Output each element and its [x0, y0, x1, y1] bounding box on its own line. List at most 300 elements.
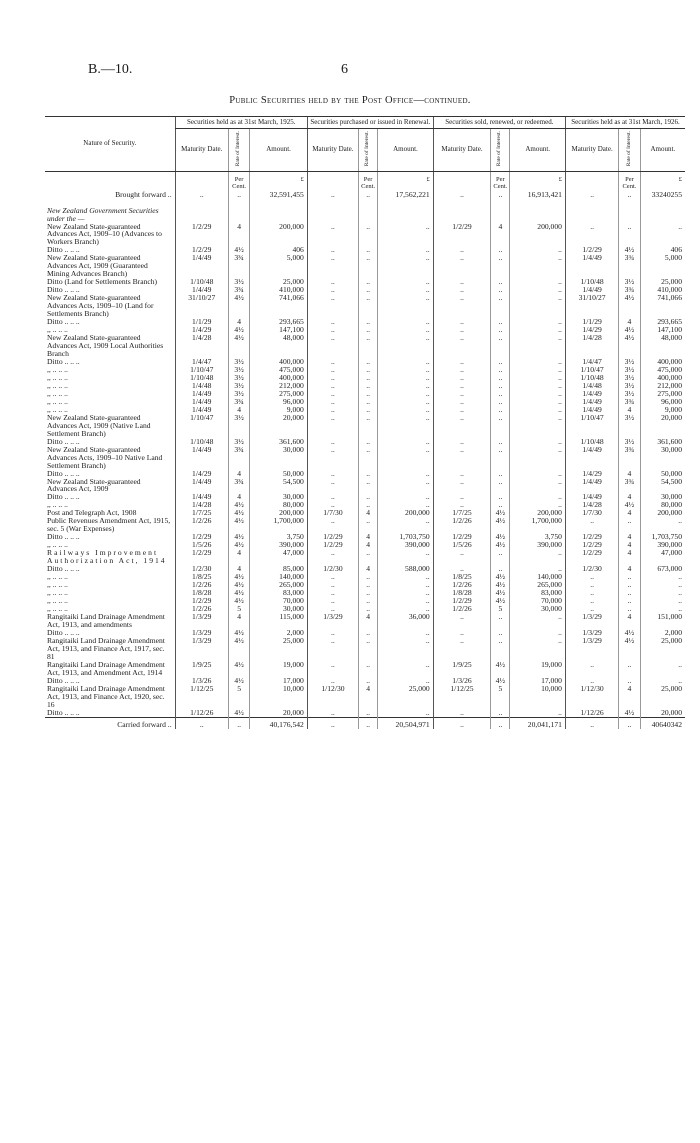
unit-amount: £ — [250, 171, 308, 190]
rate-cell: 3¾ — [619, 478, 640, 494]
maturity-cell: 1/2/29 — [433, 223, 491, 247]
rate-cell: 5 — [491, 605, 510, 613]
maturity-cell: 1/4/49 — [565, 286, 618, 294]
maturity-cell: 1/2/26 — [175, 605, 228, 613]
rate-cell: .. — [359, 517, 378, 533]
rate-cell: .. — [491, 366, 510, 374]
maturity-cell: 1/4/49 — [175, 286, 228, 294]
amount-cell: .. — [378, 414, 433, 438]
maturity-cell: .. — [433, 501, 491, 509]
maturity-cell: 1/4/49 — [175, 254, 228, 278]
rate-cell: 3¾ — [619, 286, 640, 294]
unit-amount: £ — [378, 171, 433, 190]
amount-cell: 70,000 — [510, 597, 565, 605]
table-row — [45, 597, 685, 605]
security-name: ,, .. .. .. — [47, 397, 68, 406]
maturity-cell: 1/4/29 — [175, 326, 228, 334]
amount-cell: 30,000 — [250, 493, 308, 501]
maturity-cell: .. — [307, 589, 358, 597]
maturity-cell: .. — [307, 246, 358, 254]
maturity-cell: 1/4/49 — [175, 390, 228, 398]
security-name: Ditto .. .. .. — [47, 246, 80, 255]
maturity-cell: .. — [433, 390, 491, 398]
maturity-cell: .. — [307, 661, 358, 677]
maturity-cell: 1/8/25 — [433, 573, 491, 581]
maturity-cell: 1/8/25 — [175, 573, 228, 581]
amount-cell: 25,000 — [250, 637, 308, 661]
rate-cell: .. — [491, 398, 510, 406]
amount-cell: 400,000 — [640, 358, 685, 366]
maturity-cell: 1/2/30 — [565, 565, 618, 573]
amount-cell: .. — [510, 286, 565, 294]
maturity-cell: 1/2/29 — [307, 533, 358, 541]
amount-cell: .. — [378, 358, 433, 366]
rate-cell: 3¾ — [228, 286, 249, 294]
maturity-cell: 1/10/47 — [565, 366, 618, 374]
rate-cell: .. — [359, 717, 378, 728]
sub-maturity-header: Maturity Date. — [433, 129, 491, 172]
table-row — [45, 541, 685, 549]
amount-cell: 212,000 — [250, 382, 308, 390]
maturity-cell: 1/10/48 — [175, 438, 228, 446]
rate-cell: 3½ — [619, 438, 640, 446]
maturity-cell — [307, 207, 358, 223]
security-name: ,, .. .. .. — [47, 589, 68, 598]
amount-cell: 406 — [250, 246, 308, 254]
table-row — [45, 254, 685, 278]
rate-cell: 4½ — [228, 326, 249, 334]
amount-cell: 20,041,171 — [510, 717, 565, 728]
amount-cell: .. — [510, 637, 565, 661]
rate-cell: 3½ — [619, 390, 640, 398]
rate-cell: 3¾ — [619, 398, 640, 406]
maturity-cell: .. — [307, 709, 358, 717]
amount-cell: .. — [510, 254, 565, 278]
amount-cell: 1,703,750 — [640, 533, 685, 541]
maturity-cell: 1/3/29 — [175, 613, 228, 629]
amount-cell: .. — [378, 382, 433, 390]
rate-cell: 4½ — [491, 597, 510, 605]
rate-cell: .. — [491, 549, 510, 565]
table-row — [45, 358, 685, 366]
maturity-cell: 1/4/49 — [565, 254, 618, 278]
rate-cell: .. — [359, 493, 378, 501]
amount-cell: .. — [378, 286, 433, 294]
rate-cell: 4½ — [491, 541, 510, 549]
amount-cell: .. — [378, 597, 433, 605]
security-name: ,, .. .. .. — [47, 326, 68, 335]
security-name: Ditto .. .. .. — [47, 286, 80, 295]
maturity-cell: 1/2/26 — [175, 581, 228, 589]
amount-cell: 54,500 — [250, 478, 308, 494]
maturity-cell: .. — [433, 358, 491, 366]
rate-cell: 4½ — [228, 334, 249, 358]
amount-cell: 390,000 — [640, 541, 685, 549]
amount-cell: 17,562,221 — [378, 191, 433, 207]
rate-cell: 4 — [619, 549, 640, 565]
maturity-cell: 1/1/29 — [175, 318, 228, 326]
table-row — [45, 326, 685, 334]
maturity-cell: .. — [307, 549, 358, 565]
maturity-cell: .. — [565, 597, 618, 605]
rate-cell: 3½ — [619, 382, 640, 390]
table-row — [45, 677, 685, 685]
maturity-cell: .. — [433, 294, 491, 318]
security-name: ,, .. .. .. — [47, 581, 68, 590]
amount-cell: 48,000 — [640, 334, 685, 358]
maturity-cell: .. — [307, 326, 358, 334]
maturity-cell: 1/4/49 — [565, 406, 618, 414]
amount-cell: .. — [510, 246, 565, 254]
rate-cell: 3½ — [228, 278, 249, 286]
rate-cell: 3¾ — [228, 254, 249, 278]
rate-cell: 4½ — [228, 246, 249, 254]
amount-cell: 361,600 — [640, 438, 685, 446]
rate-cell: 3½ — [228, 374, 249, 382]
amount-cell: 2,000 — [250, 629, 308, 637]
maturity-cell: .. — [433, 366, 491, 374]
rate-cell: 4½ — [619, 501, 640, 509]
amount-cell: .. — [510, 709, 565, 717]
amount-cell: .. — [378, 294, 433, 318]
amount-cell: 33240255 — [640, 191, 685, 207]
rate-cell — [491, 207, 510, 223]
rate-cell: .. — [359, 334, 378, 358]
security-name: New Zealand State-guaranteed Advances Act, 1909–10 (Advances to Workers Branch) — [47, 222, 162, 247]
maturity-cell: 1/7/25 — [433, 509, 491, 517]
rate-cell: 4½ — [228, 541, 249, 549]
amount-cell: 406 — [640, 246, 685, 254]
maturity-cell: 1/2/29 — [175, 597, 228, 605]
rate-cell: 4½ — [228, 597, 249, 605]
maturity-cell: .. — [307, 191, 358, 207]
amount-cell: 390,000 — [250, 541, 308, 549]
rate-cell: 4 — [228, 613, 249, 629]
rate-cell: 4½ — [491, 661, 510, 677]
maturity-cell: .. — [433, 382, 491, 390]
amount-cell: 673,000 — [640, 565, 685, 573]
rate-cell: .. — [491, 278, 510, 286]
security-name: Public Revenues Amendment Act, 1915, sec. 5 (War Expenses) — [47, 517, 171, 534]
amount-cell: 3,750 — [250, 533, 308, 541]
rate-cell: .. — [359, 446, 378, 470]
maturity-cell: .. — [433, 717, 491, 728]
amount-cell: .. — [510, 382, 565, 390]
amount-cell: 25,000 — [640, 685, 685, 709]
maturity-cell: 1/4/29 — [565, 326, 618, 334]
rate-cell: 4 — [619, 565, 640, 573]
report-code: B.—10. — [88, 62, 133, 77]
maturity-cell: 1/3/29 — [175, 629, 228, 637]
amount-cell: 54,500 — [640, 478, 685, 494]
amount-cell: .. — [640, 517, 685, 533]
rate-cell: 3½ — [228, 366, 249, 374]
rate-cell: .. — [491, 286, 510, 294]
amount-cell: .. — [378, 493, 433, 501]
amount-cell: 16,913,421 — [510, 191, 565, 207]
rate-cell: .. — [491, 446, 510, 470]
amount-cell — [640, 207, 685, 223]
rate-cell: .. — [491, 414, 510, 438]
rate-cell: 4 — [228, 318, 249, 326]
table-row — [45, 406, 685, 414]
maturity-cell: 1/4/49 — [565, 478, 618, 494]
rate-cell: 3½ — [619, 358, 640, 366]
security-name: New Zealand State-guaranteed Advances Act, 1909 (Guaranteed Mining Advances Branch) — [47, 254, 148, 279]
maturity-cell: .. — [433, 470, 491, 478]
maturity-cell: .. — [307, 254, 358, 278]
maturity-cell: 31/10/27 — [175, 294, 228, 318]
amount-cell: .. — [510, 318, 565, 326]
rate-cell: .. — [491, 318, 510, 326]
maturity-cell: 1/2/29 — [175, 223, 228, 247]
amount-cell: .. — [378, 589, 433, 597]
maturity-cell: .. — [307, 414, 358, 438]
rate-cell: .. — [619, 597, 640, 605]
amount-cell: 20,000 — [640, 414, 685, 438]
rate-cell: .. — [359, 286, 378, 294]
rate-cell: .. — [619, 581, 640, 589]
maturity-cell: 1/2/29 — [175, 549, 228, 565]
maturity-cell: 1/10/48 — [565, 374, 618, 382]
amount-cell: .. — [378, 326, 433, 334]
maturity-cell: .. — [565, 589, 618, 597]
amount-cell: .. — [378, 478, 433, 494]
maturity-cell: .. — [433, 191, 491, 207]
amount-cell: .. — [510, 438, 565, 446]
amount-cell: 1,700,000 — [510, 517, 565, 533]
amount-cell: 140,000 — [510, 573, 565, 581]
amount-cell: .. — [510, 478, 565, 494]
amount-cell: 25,000 — [640, 637, 685, 661]
rate-cell: .. — [491, 294, 510, 318]
rate-cell: .. — [359, 501, 378, 509]
amount-cell: .. — [378, 398, 433, 406]
maturity-cell: .. — [307, 493, 358, 501]
rate-cell: 4½ — [491, 677, 510, 685]
rate-cell: .. — [359, 191, 378, 207]
table-row — [45, 573, 685, 581]
sub-maturity-header: Maturity Date. — [307, 129, 358, 172]
rate-cell: .. — [359, 358, 378, 366]
rate-cell: 3¾ — [619, 446, 640, 470]
rate-cell: 4½ — [619, 637, 640, 661]
amount-cell: .. — [510, 414, 565, 438]
rate-cell: .. — [491, 326, 510, 334]
maturity-cell: 1/3/29 — [565, 637, 618, 661]
amount-cell — [250, 207, 308, 223]
sub-rate-header: Rate of Interest. — [491, 129, 510, 172]
rate-cell: .. — [491, 254, 510, 278]
maturity-cell: 1/4/29 — [565, 470, 618, 478]
amount-cell: 40,176,542 — [250, 717, 308, 728]
maturity-cell: .. — [307, 438, 358, 446]
maturity-cell: 1/8/28 — [175, 589, 228, 597]
amount-cell: .. — [378, 573, 433, 581]
amount-cell: 115,000 — [250, 613, 308, 629]
amount-cell: 147,100 — [250, 326, 308, 334]
amount-cell: .. — [378, 438, 433, 446]
amount-cell: 2,000 — [640, 629, 685, 637]
rate-cell: .. — [359, 406, 378, 414]
amount-cell: .. — [510, 334, 565, 358]
unit-rate: Per Cent. — [228, 171, 249, 190]
sub-amount-header: Amount. — [250, 129, 308, 172]
maturity-cell: 1/12/26 — [565, 709, 618, 717]
amount-cell: 3,750 — [510, 533, 565, 541]
maturity-cell: 1/5/26 — [175, 541, 228, 549]
rate-cell: 4 — [619, 613, 640, 629]
rate-cell: .. — [359, 597, 378, 605]
amount-cell: .. — [378, 677, 433, 685]
maturity-cell: 1/12/30 — [307, 685, 358, 709]
rate-cell: 4 — [619, 533, 640, 541]
table-row — [45, 709, 685, 717]
rate-cell: .. — [359, 589, 378, 597]
rate-cell: 4 — [228, 565, 249, 573]
amount-cell: 1,703,750 — [378, 533, 433, 541]
amount-cell: 47,000 — [250, 549, 308, 565]
amount-cell: .. — [640, 661, 685, 677]
amount-cell: .. — [510, 390, 565, 398]
rate-cell: 4 — [359, 541, 378, 549]
table-row — [45, 366, 685, 374]
table-row — [45, 390, 685, 398]
rate-cell: 4 — [228, 406, 249, 414]
amount-cell: .. — [378, 581, 433, 589]
maturity-cell: 1/2/26 — [433, 517, 491, 533]
maturity-cell: 1/4/49 — [175, 493, 228, 501]
maturity-cell: .. — [433, 549, 491, 565]
maturity-cell: .. — [307, 717, 358, 728]
maturity-cell: .. — [307, 478, 358, 494]
amount-cell: 10,000 — [510, 685, 565, 709]
amount-cell: 741,066 — [250, 294, 308, 318]
amount-cell: .. — [510, 374, 565, 382]
amount-cell: 25,000 — [640, 278, 685, 286]
rate-cell: .. — [359, 246, 378, 254]
amount-cell: 17,000 — [510, 677, 565, 685]
amount-cell: 96,000 — [640, 398, 685, 406]
maturity-cell: .. — [565, 661, 618, 677]
maturity-cell: 1/4/49 — [565, 390, 618, 398]
rate-cell: 4 — [619, 318, 640, 326]
table-row — [45, 398, 685, 406]
rate-cell: 4½ — [619, 294, 640, 318]
rate-cell: .. — [359, 294, 378, 318]
table-row — [45, 533, 685, 541]
rate-cell: 3½ — [228, 358, 249, 366]
maturity-cell: .. — [433, 493, 491, 501]
amount-cell: 275,000 — [250, 390, 308, 398]
security-name: Rangitaiki Land Drainage Amendment Act, 1913, and Finance Act, 1917, sec. 81 — [47, 636, 165, 661]
maturity-cell: .. — [307, 286, 358, 294]
rate-cell: .. — [359, 637, 378, 661]
rate-cell: 3¾ — [228, 478, 249, 494]
amount-cell: 20,000 — [250, 414, 308, 438]
rate-cell: 3¾ — [228, 398, 249, 406]
security-name: Rangitaiki Land Drainage Amendment Act, 1913, and Finance Act, 1920, sec. 16 — [47, 684, 165, 709]
maturity-cell — [433, 207, 491, 223]
amount-cell: .. — [640, 581, 685, 589]
maturity-cell: 1/2/29 — [565, 549, 618, 565]
maturity-cell: 1/4/49 — [565, 446, 618, 470]
maturity-cell: .. — [175, 717, 228, 728]
security-name: Carried forward .. — [45, 717, 175, 728]
maturity-cell: .. — [307, 581, 358, 589]
maturity-cell: .. — [307, 374, 358, 382]
rate-cell: 3½ — [619, 278, 640, 286]
maturity-cell: 1/10/48 — [565, 438, 618, 446]
maturity-cell: 1/3/29 — [565, 629, 618, 637]
maturity-cell: 1/3/29 — [175, 637, 228, 661]
rate-cell: .. — [359, 581, 378, 589]
rate-cell: .. — [619, 573, 640, 581]
maturity-cell: 1/4/29 — [175, 470, 228, 478]
amount-cell: .. — [378, 246, 433, 254]
table-row — [45, 478, 685, 494]
maturity-cell: .. — [565, 605, 618, 613]
amount-cell: 275,000 — [640, 390, 685, 398]
maturity-cell: 1/4/49 — [175, 406, 228, 414]
rate-cell: .. — [359, 414, 378, 438]
security-name: New Zealand Government Securities under the — — [47, 206, 159, 223]
amount-cell: 32,591,455 — [250, 191, 308, 207]
rate-cell: .. — [491, 438, 510, 446]
table-row — [45, 605, 685, 613]
rate-cell: .. — [491, 390, 510, 398]
rate-cell: 4 — [619, 685, 640, 709]
maturity-cell: .. — [175, 191, 228, 207]
rate-cell: .. — [359, 470, 378, 478]
rate-cell: 4 — [359, 533, 378, 541]
amount-cell: 200,000 — [250, 509, 308, 517]
page-number: 6 — [341, 62, 348, 77]
rate-cell: 4 — [359, 685, 378, 709]
maturity-cell: .. — [307, 470, 358, 478]
maturity-cell: 1/2/29 — [175, 533, 228, 541]
rate-cell: 4 — [228, 470, 249, 478]
amount-cell: 361,600 — [250, 438, 308, 446]
maturity-cell: .. — [433, 318, 491, 326]
rate-cell: 4½ — [491, 533, 510, 541]
amount-cell: .. — [378, 605, 433, 613]
security-name: ,, .. .. .. — [47, 541, 68, 550]
maturity-cell: .. — [307, 318, 358, 326]
amount-cell: 9,000 — [640, 406, 685, 414]
group-header-purchased: Securities purchased or issued in Renewal. — [307, 117, 433, 129]
security-name: Ditto .. .. .. — [47, 565, 80, 574]
maturity-cell: 1/2/29 — [565, 533, 618, 541]
amount-cell: 40640342 — [640, 717, 685, 728]
maturity-cell: .. — [433, 278, 491, 286]
amount-cell: .. — [378, 334, 433, 358]
rate-cell: .. — [359, 661, 378, 677]
unit-amount: £ — [640, 171, 685, 190]
security-name: Ditto .. .. .. — [47, 708, 80, 717]
rate-cell: .. — [491, 191, 510, 207]
amount-cell: .. — [378, 223, 433, 247]
unit-rate: Per Cent. — [359, 171, 378, 190]
security-name: Brought forward .. — [115, 190, 172, 199]
maturity-cell: .. — [433, 374, 491, 382]
amount-cell: 200,000 — [510, 509, 565, 517]
rate-cell: 5 — [228, 605, 249, 613]
amount-cell: 48,000 — [250, 334, 308, 358]
amount-cell: 17,000 — [250, 677, 308, 685]
maturity-cell: 1/5/26 — [433, 541, 491, 549]
rate-cell: 3½ — [228, 414, 249, 438]
